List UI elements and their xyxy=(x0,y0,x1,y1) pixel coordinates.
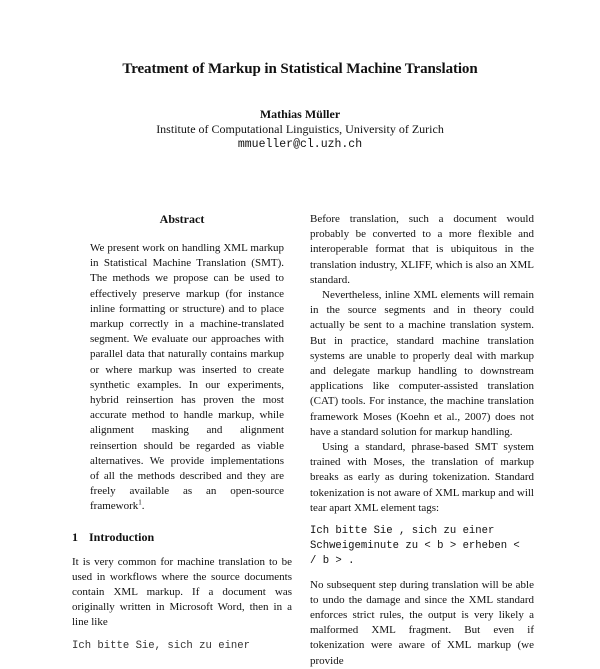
paragraph-subsequent-step: No subsequent step during translation will be able to undo the damage and since the XML standard enforces strict rules, the output is very likely a malformed XML fragment. But even if tokenization were aware of XML markup (we provide xyxy=(310,578,534,667)
intro-body xyxy=(72,555,292,631)
intro-paragraph: It is very common for machine translation to be used in workflows where the source documents contain XML markup. If a document was originally written in Microsoft Word, then in a line like xyxy=(72,555,292,629)
author-affiliation: Institute of Computational Linguistics, University of Zurich xyxy=(156,122,444,136)
author-email: mmueller@cl.uzh.ch xyxy=(237,138,363,151)
paper-title: Treatment of Markup in Statistical Machine Translation xyxy=(122,61,478,77)
left-column xyxy=(72,212,292,662)
right-column xyxy=(310,212,534,669)
abstract-text: We present work on handling XML markup in Statistical Machine Translation (SMT). The methods we propose can be used to effectively preserve markup (for instance inline formatting or structure) and to place markup correctly in a machine-translated segment. We evaluate our approaches with parallel data that naturally contains markup or where markup was inserted to create synthetic examples. In our experiments, hybrid reinsertion has proven the most accurate method to handle markup, while alignment masking and alignment reinsertion should be regarded as viable alternatives. We provide implementations of all the methods described and they are freely available as an open-source framework xyxy=(90,242,284,513)
paragraph-before-translation: Before translation, such a document would probably be converted to a more flexible and interoperable format that is ubiquitous in the translation industry, XLIFF, which is also an XML standard. xyxy=(310,213,534,286)
abstract-body xyxy=(90,241,284,515)
author-name: Mathias Müller xyxy=(259,107,341,121)
author-block xyxy=(0,107,600,152)
code-line: Schweigeminute zu < b > erheben < xyxy=(310,540,520,553)
footnote-mark: 1 xyxy=(138,498,142,507)
section-heading xyxy=(72,530,292,545)
abstract-end: . xyxy=(141,500,145,513)
section-number: 1 xyxy=(72,529,78,544)
section-title: Introduction xyxy=(89,529,155,544)
code-example-partial: Ich bitte Sie, sich zu einer xyxy=(72,639,251,652)
paragraph-tokenization: Using a standard, phrase-based SMT system trained with Moses, the translation of markup breaks as early as during tokenization. Standard tokenization is not aware of XML markup and will tear apart XML element tags: xyxy=(310,441,534,514)
code-line: Ich bitte Sie , sich zu einer xyxy=(310,525,495,538)
right-text-top xyxy=(310,212,534,516)
code-line: / b > . xyxy=(310,555,355,568)
paragraph-nevertheless: Nevertheless, inline XML elements will remain in the source segments and in theory could actually be sent to a machine translation system. But in practice, standard machine translation systems are unable to properly deal with markup and delegate markup handling to downstream applications like computer-assisted translation (CAT) tools. For instance, the machine translation framework Moses (Koehn et al., 2007) does not have a standard solution for markup handling. xyxy=(310,289,534,438)
abstract-heading: Abstract xyxy=(159,212,205,226)
code-example xyxy=(310,524,534,570)
right-text-bottom xyxy=(310,578,534,669)
